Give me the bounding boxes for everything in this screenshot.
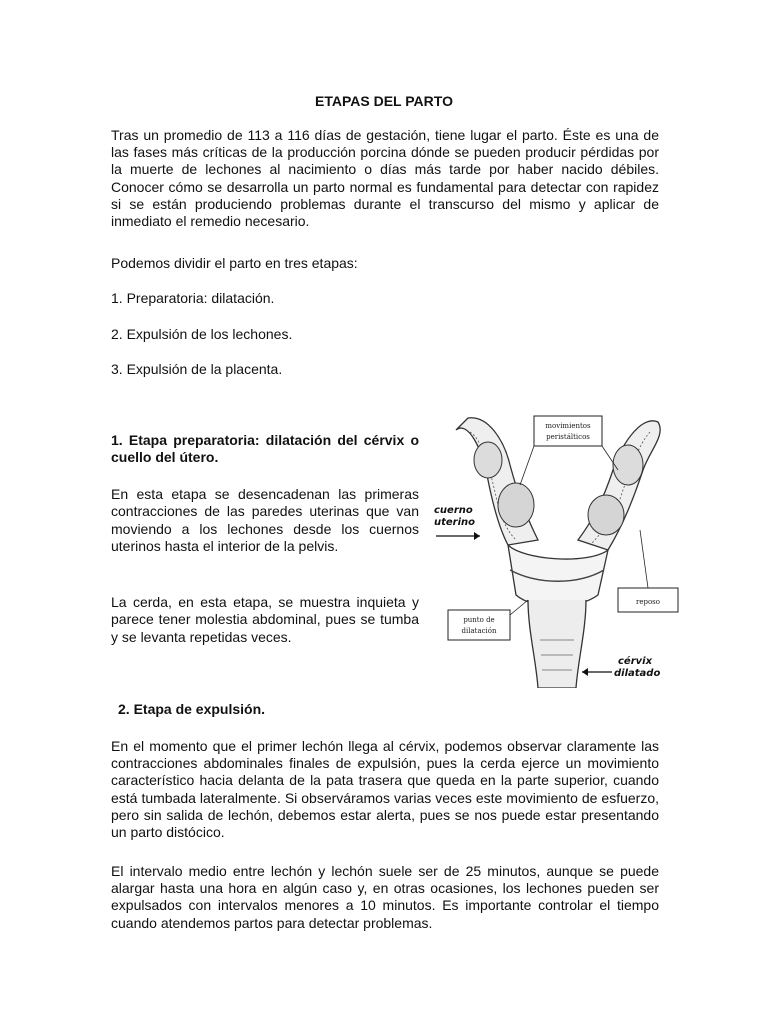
section2-paragraph-1: En el momento que el primer lechón llega al cérvix, podemos observar claramente las contracciones abdominales finales de expulsión, pues la cerda ejerce un movimiento característico hacia delanta de la pata trasera que queda en la parte superior, cuando está tumbada lateralmente. Si observáramos varias veces este movimiento de esfuerzo, pero sin salida de lechón, debemos estar alerta, pues se nos puede estar presentando un parto distócico.: [111, 738, 659, 841]
divide-intro: Podemos dividir el parto en tres etapas:: [111, 255, 358, 271]
figure-label-cuerno-2: uterino: [434, 517, 476, 528]
uterus-diagram-figure: [428, 410, 686, 688]
figure-label-cervix-1: cérvix: [618, 656, 653, 667]
section1-paragraph-1: En esta etapa se desencadenan las primeras contracciones de las paredes uterinas que van moviendo a los lechones desde los cuernos uterinos hasta el interior de la pelvis.: [111, 486, 419, 555]
section2-heading: 2. Etapa de expulsión.: [118, 701, 266, 717]
figure-label-movimientos-1: movimientos: [545, 422, 591, 430]
document-title: ETAPAS DEL PARTO: [315, 93, 453, 109]
intro-paragraph: Tras un promedio de 113 a 116 días de gestación, tiene lugar el parto. Éste es una de las fases más críticas de la producción porcina dónde se pueden producir pérdidas por la muerte de lechones al nacimiento o días más tarde por haber nacido débiles. Conocer cómo se desarrolla un parto normal es fundamental para detectar con rapidez si se están produciendo problemas durante el transcurso del mismo y aplicar de inmediato el remedio necesario.: [111, 127, 659, 230]
section2-paragraph-2: El intervalo medio entre lechón y lechón suele ser de 25 minutos, aunque se puede alargar hasta una hora en algún caso y, en otras ocasiones, los lechones pueden ser expulsados con intervalos menores a 10 minutos. Es importante controlar el tiempo cuando atendemos partos para detectar problemas.: [111, 863, 659, 931]
figure-label-cuerno-1: cuerno: [434, 505, 473, 516]
stage-item-2: 2. Expulsión de los lechones.: [111, 326, 293, 342]
figure-label-punto-2: dilatación: [461, 627, 497, 635]
figure-label-reposo: reposo: [636, 598, 660, 606]
section1-heading: 1. Etapa preparatoria: dilatación del cérvix o cuello del útero.: [111, 432, 419, 466]
figure-label-punto-1: punto de: [463, 616, 495, 624]
figure-label-cervix-2: dilatado: [614, 668, 661, 679]
section1-paragraph-2: La cerda, en esta etapa, se muestra inquieta y parece tener molestia abdominal, pues se tumba y se levanta repetidas veces.: [111, 594, 419, 645]
figure-label-movimientos-2: peristálticos: [546, 433, 590, 441]
stage-item-3: 3. Expulsión de la placenta.: [111, 361, 283, 377]
stage-item-1: 1. Preparatoria: dilatación.: [111, 290, 275, 306]
